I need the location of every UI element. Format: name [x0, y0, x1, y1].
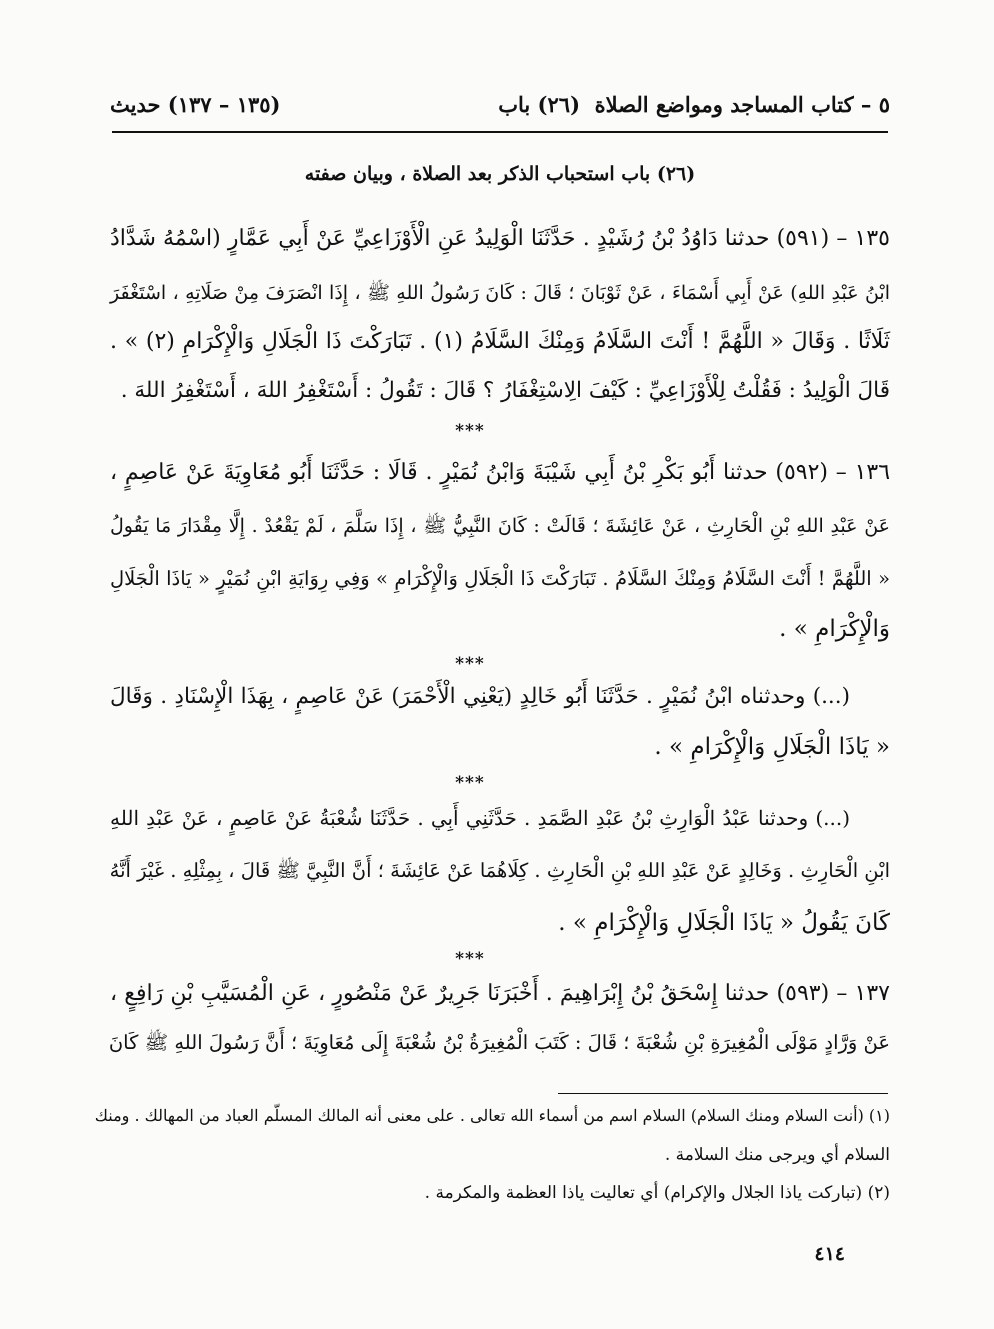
- text-line: قَالَ الْوَلِيدُ : فَقُلْتُ لِلْأَوْزَاعِيِّ : كَيْفَ الِاسْتِغْفَارُ ؟ قَالَ : تَقُولُ : أَسْتَغْفِرُ اللهَ ، أَسْتَغْفِرُ اللهَ .: [120, 378, 890, 403]
- footnote-line: (٢) (تباركت ياذا الجلال والإكرام) أي تعاليت ياذا العظمة والمكرمة .: [424, 1183, 890, 1203]
- footnote-line: السلام أي ويرجى منك السلامة .: [664, 1145, 890, 1165]
- footnote-line: (١) (أنت السلام ومنك السلام) السلام اسم من أسماء الله تعالى . على معنى أنه المالك المسلّم العباد من المهالك . ومنك: [94, 1106, 890, 1125]
- header-hadith-range: (١٣٥ – ١٣٧) حديث: [110, 92, 281, 117]
- page-number: ٤١٤: [814, 1243, 845, 1265]
- text-line: عَنْ وَرَّادٍ مَوْلَى الْمُغِيرَةِ بْنِ شُعْبَةَ ؛ قَالَ : كَتَبَ الْمُغِيرَةُ بْنُ شُعْبَةَ إِلَى مُعَاوِيَةَ ؛ أَنَّ رَسُولَ اللهِ ﷺ كَانَ: [108, 1031, 890, 1054]
- text-line: « اللَّهُمَّ ! أَنْتَ السَّلَامُ وَمِنْكَ السَّلَامُ . تَبَارَكْتَ ذَا الْجَلَالِ وَالْإِكْرَامِ » وَفِي رِوَايَةِ ابْنِ نُمَيْرٍ « يَاذَا الْجَلَالِ: [110, 567, 890, 590]
- section-separator: ***: [455, 654, 485, 674]
- section-separator: ***: [455, 421, 485, 441]
- header-divider: [112, 131, 888, 133]
- text-line: ابْنُ عَبْدِ اللهِ) عَنْ أَبِي أَسْمَاءَ ، عَنْ ثَوْبَانَ ؛ قَالَ : كَانَ رَسُولُ اللهِ ﷺ ، إِذَا انْصَرَفَ مِنْ صَلَاتِهِ ، اسْتَغْفَرَ: [110, 282, 890, 304]
- section-separator: ***: [455, 949, 485, 969]
- header-chapter-label: (٢٦) باب: [498, 92, 580, 117]
- text-line: ١٣٥ – (٥٩١) حدثنا دَاوُدُ بْنُ رُشَيْدٍ . حَدَّثَنَا الْوَلِيدُ عَنِ الْأَوْزَاعِيِّ عَنْ أَبِي عَمَّارٍ (اسْمُهُ شَدَّادُ: [110, 226, 890, 251]
- header-book-title: ٥ – كتاب المساجد ومواضع الصلاة: [594, 92, 890, 117]
- running-header: [110, 90, 890, 126]
- chapter-title: (٢٦) باب استحباب الذكر بعد الصلاة ، وبيان صفته: [304, 163, 696, 185]
- text-line: ١٣٧ – (٥٩٣) حدثنا إِسْحَقُ بْنُ إِبْرَاهِيمَ . أَخْبَرَنَا جَرِيرٌ عَنْ مَنْصُورٍ ، عَنِ الْمُسَيَّبِ بْنِ رَافِعٍ ،: [110, 981, 890, 1006]
- text-line: وَالْإِكْرَامِ » .: [779, 616, 890, 642]
- text-line: ابْنِ الْحَارِثِ . وَخَالِدٍ عَنْ عَبْدِ اللهِ بْنِ الْحَارِثِ . كِلَاهُمَا عَنْ عَائِشَةَ ؛ أَنَّ النَّبِيَّ ﷺ قَالَ ، بِمِثْلِهِ . غَيْرَ أَنَّهُ: [109, 859, 890, 882]
- text-line: « يَاذَا الْجَلَالِ وَالْإِكْرَامِ » .: [654, 734, 890, 760]
- text-line: عَنْ عَبْدِ اللهِ بْنِ الْحَارِثِ ، عَنْ عَائِشَةَ ؛ قَالَتْ : كَانَ النَّبِيُّ ﷺ ، إِذَا سَلَّمَ ، لَمْ يَقْعُدْ . إِلَّا مِقْدَارَ مَا يَقُولُ: [110, 515, 890, 537]
- text-line: كَانَ يَقُولُ « يَاذَا الْجَلَالِ وَالْإِكْرَامِ » .: [558, 910, 890, 936]
- text-line: (...) وحدثنا عَبْدُ الْوَارِثِ بْنُ عَبْدِ الصَّمَدِ . حَدَّثَنِي أَبِي . حَدَّثَنَا شُعْبَةُ عَنْ عَاصِمٍ ، عَنْ عَبْدِ اللهِ: [110, 806, 850, 830]
- text-line: (...) وحدثناه ابْنُ نُمَيْرٍ . حَدَّثَنَا أَبُو خَالِدٍ (يَعْنِي الْأَحْمَرَ) عَنْ عَاصِمٍ ، بِهَذَا الْإِسْنَادِ . وَقَالَ: [110, 684, 850, 709]
- footnote-divider: [558, 1093, 888, 1094]
- text-line: ١٣٦ – (٥٩٢) حدثنا أَبُو بَكْرِ بْنُ أَبِي شَيْبَةَ وَابْنُ نُمَيْرٍ . قَالَا : حَدَّثَنَا أَبُو مُعَاوِيَةَ عَنْ عَاصِمٍ ،: [110, 460, 891, 485]
- text-line: ثَلَاثًا . وَقَالَ « اللَّهُمَّ ! أَنْتَ السَّلَامُ وَمِنْكَ السَّلَامُ (١) . تَبَارَكْتَ ذَا الْجَلَالِ وَالْإِكْرَامِ (٢) » .: [110, 329, 891, 354]
- section-separator: ***: [455, 773, 485, 793]
